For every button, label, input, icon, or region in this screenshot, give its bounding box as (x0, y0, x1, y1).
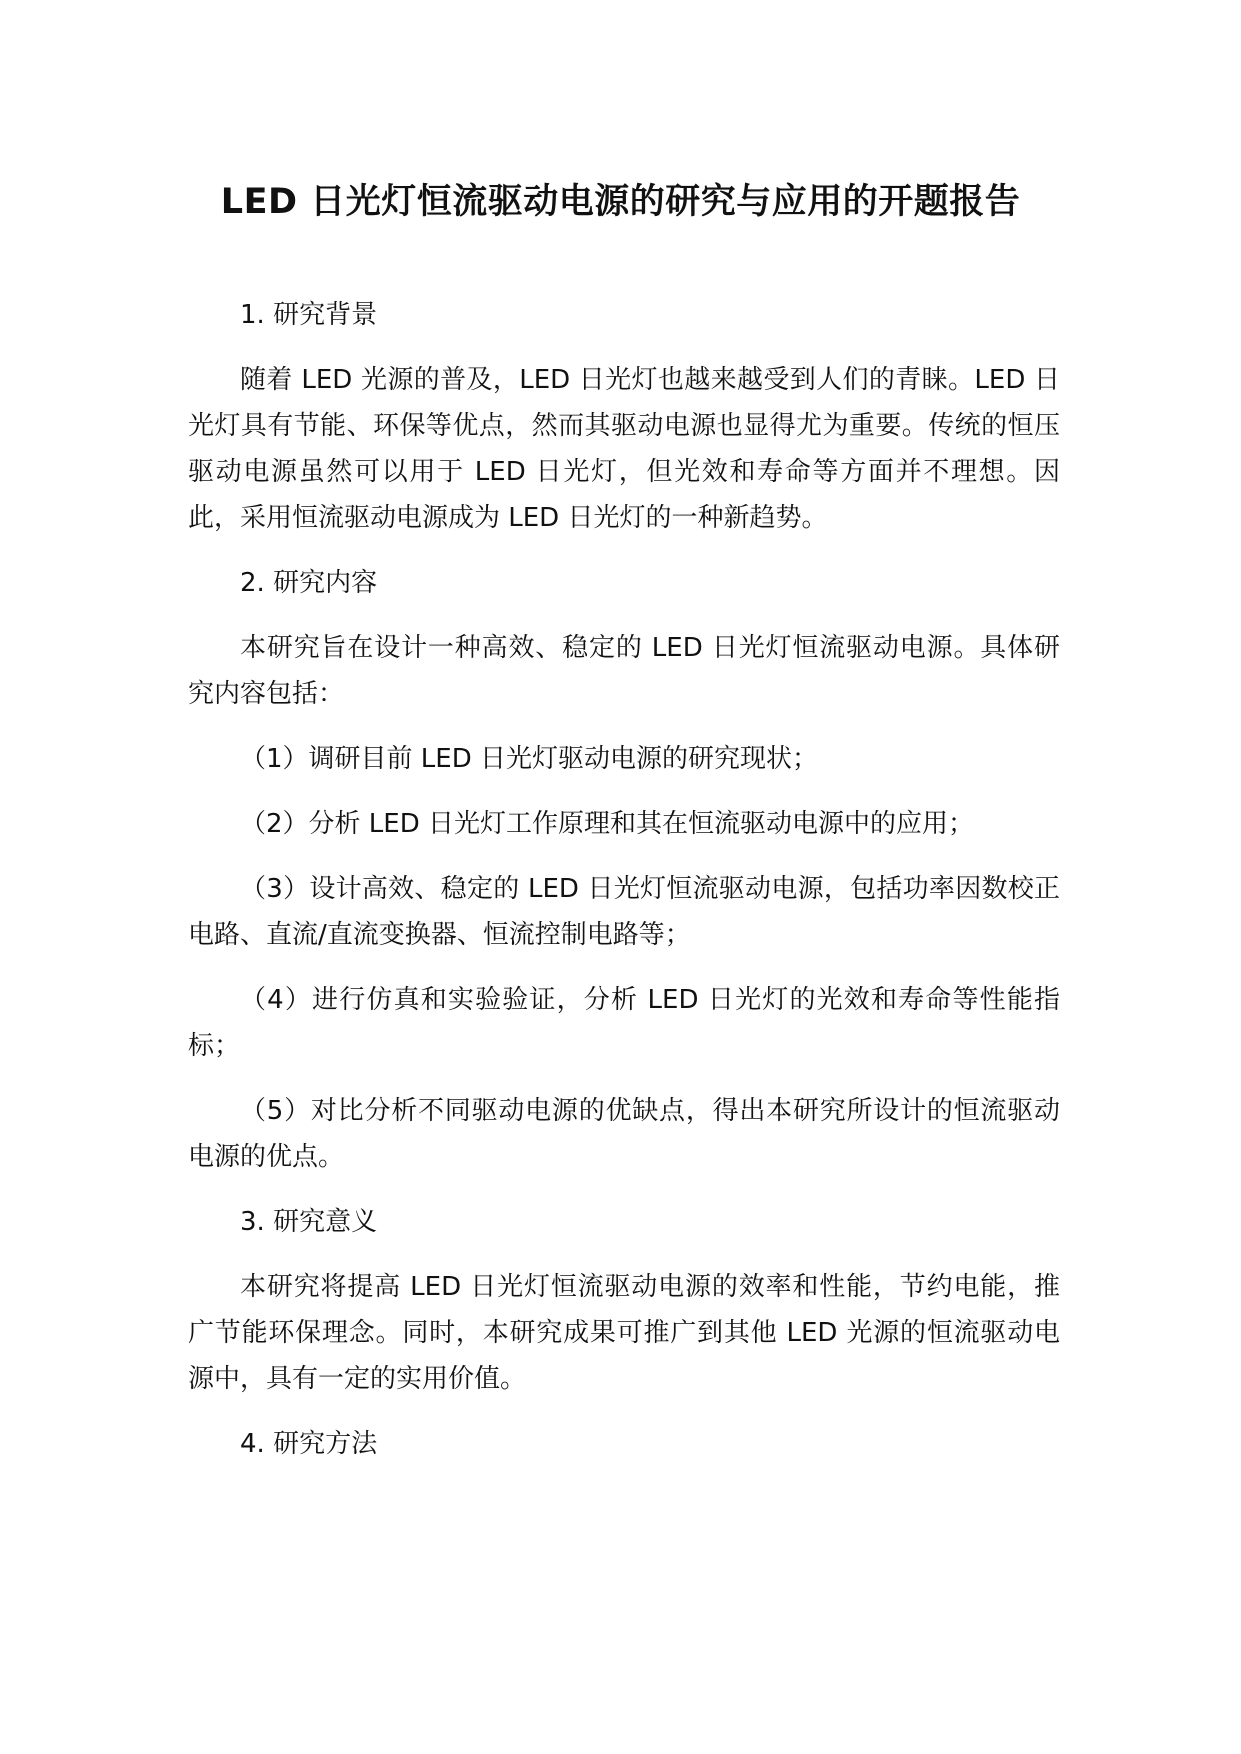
list-item-2: （2）分析 LED 日光灯工作原理和其在恒流驱动电源中的应用； (240, 809, 975, 839)
paragraph-significance: 本研究将提高 LED 日光灯恒流驱动电源的效率和性能，节约电能，推广节能环保理念。同时，本研究成果可推广到其他 LED 光源的恒流驱动电源中，具有一定的实用价值。 (188, 1272, 1060, 1394)
document-title: LED 日光灯恒流驱动电源的研究与应用的开题报告 (220, 182, 1021, 222)
list-item-3: （3）设计高效、稳定的 LED 日光灯恒流驱动电源，包括功率因数校正电路、直流/直流变换器、恒流控制电路等； (188, 874, 1060, 950)
section-heading-content: 2. 研究内容 (240, 568, 378, 598)
section-heading-background: 1. 研究背景 (240, 300, 378, 330)
list-item-5: （5）对比分析不同驱动电源的优缺点，得出本研究所设计的恒流驱动电源的优点。 (188, 1096, 1060, 1172)
paragraph-content-intro: 本研究旨在设计一种高效、稳定的 LED 日光灯恒流驱动电源。具体研究内容包括： (188, 633, 1060, 709)
document-body (188, 292, 1060, 1486)
section-heading-method: 4. 研究方法 (240, 1429, 378, 1459)
list-item-4: （4）进行仿真和实验验证，分析 LED 日光灯的光效和寿命等性能指标； (188, 985, 1060, 1061)
paragraph-background: 随着 LED 光源的普及，LED 日光灯也越来越受到人们的青睐。LED 日光灯具有节能、环保等优点，然而其驱动电源也显得尤为重要。传统的恒压驱动电源虽然可以用于 LED 日光灯，但光效和寿命等方面并不理想。因此，采用恒流驱动电源成为 LED 日光灯的一种新趋势。 (188, 365, 1060, 533)
list-item-1: （1）调研目前 LED 日光灯驱动电源的研究现状； (240, 744, 819, 774)
section-heading-significance: 3. 研究意义 (240, 1207, 378, 1237)
